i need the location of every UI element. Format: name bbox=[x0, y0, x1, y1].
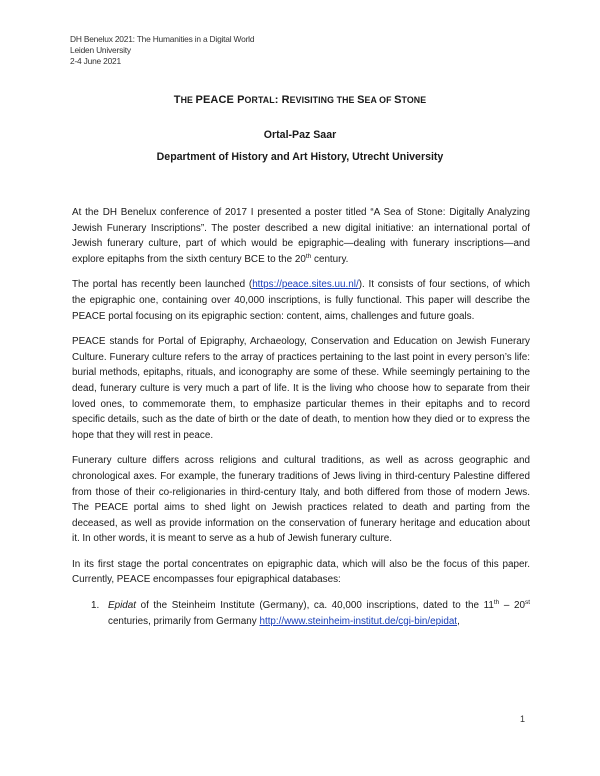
list-item: 1. Epidat of the Steinheim Institute (Germany), ca. 40,000 inscriptions, dated to the 11th – 20st centuries, primarily from Germany http://www.steinheim-institut.de/cgi-bin/epidat, bbox=[102, 598, 530, 629]
paragraph-2: The portal has recently been launched (https://peace.sites.uu.nl/). It consists of four sections, of which the epigraphic one, containing over 40,000 inscriptions, is fully functional. This paper will describe the PEACE portal focusing on its epigraphic section: content, aims, challenges and future goals. bbox=[72, 279, 530, 322]
page-number: 1 bbox=[520, 714, 526, 724]
conference-dates: 2-4 June 2021 bbox=[70, 56, 121, 66]
peace-portal-link[interactable]: https://peace.sites.uu.nl/ bbox=[252, 279, 359, 291]
paragraph-1: At the DH Benelux conference of 2017 I presented a poster titled “A Sea of Stone: Digitally Analyzing Jewish Funerary Inscriptions”. The poster described a new digital initiative: an international portal of Jewish funerary culture, part of which would be epigraphic—dealing with funerary inscriptions—and explore epitaphs from the sixth century BCE to the 20th century. bbox=[72, 207, 530, 265]
paragraph-4: Funerary culture differs across religions and cultural traditions, as well as across geographic and chronological axes. For example, the funerary traditions of Jews living in third-century Palestine differed from those of their co-religionaries in third-century Italy, and both differed from those of modern Jews. The PEACE portal aims to shed light on Jewish practices related to death and parting from the deceased, as well as provide information on the conservation of funerary heritage and education about it. In other words, it is meant to serve as a hub of Jewish funerary culture. bbox=[72, 455, 530, 545]
author-affiliation: Department of History and Art History, Utrecht University bbox=[156, 151, 444, 163]
author-name: Ortal-Paz Saar bbox=[263, 129, 337, 141]
conference-header bbox=[70, 34, 254, 67]
paper-body bbox=[72, 205, 530, 629]
paragraph-3: PEACE stands for Portal of Epigraphy, Archaeology, Conservation and Education on Jewish Funerary Culture. Funerary culture refers to the array of practices pertaining to the last point in every person’s life: burial methods, epitaphs, rituals, and iconography are some of these. While seemingly pertaining to the dead, funerary culture is very much a part of life. It is the living who choose how to separate from their loved ones, to commemorate them, to emphasize particular themes in their epitaphs and to record specific details, such as the date of birth or the date of death, to mention how they died or to express the hope that they will rest in peace. bbox=[72, 336, 530, 441]
epidat-link[interactable]: http://www.steinheim-institut.de/cgi-bin/epidat bbox=[259, 615, 458, 627]
conference-name: DH Benelux 2021: The Humanities in a Digital World bbox=[70, 34, 255, 44]
database-list bbox=[72, 598, 530, 629]
paper-title: THE PEACE PORTAL: REVISITING THE SEA OF STONE bbox=[173, 94, 427, 106]
conference-venue: Leiden University bbox=[70, 45, 131, 55]
paragraph-5: In its first stage the portal concentrates on epigraphic data, which will also be the focus of this paper. Currently, PEACE encompasses four epigraphical databases: bbox=[72, 558, 530, 586]
